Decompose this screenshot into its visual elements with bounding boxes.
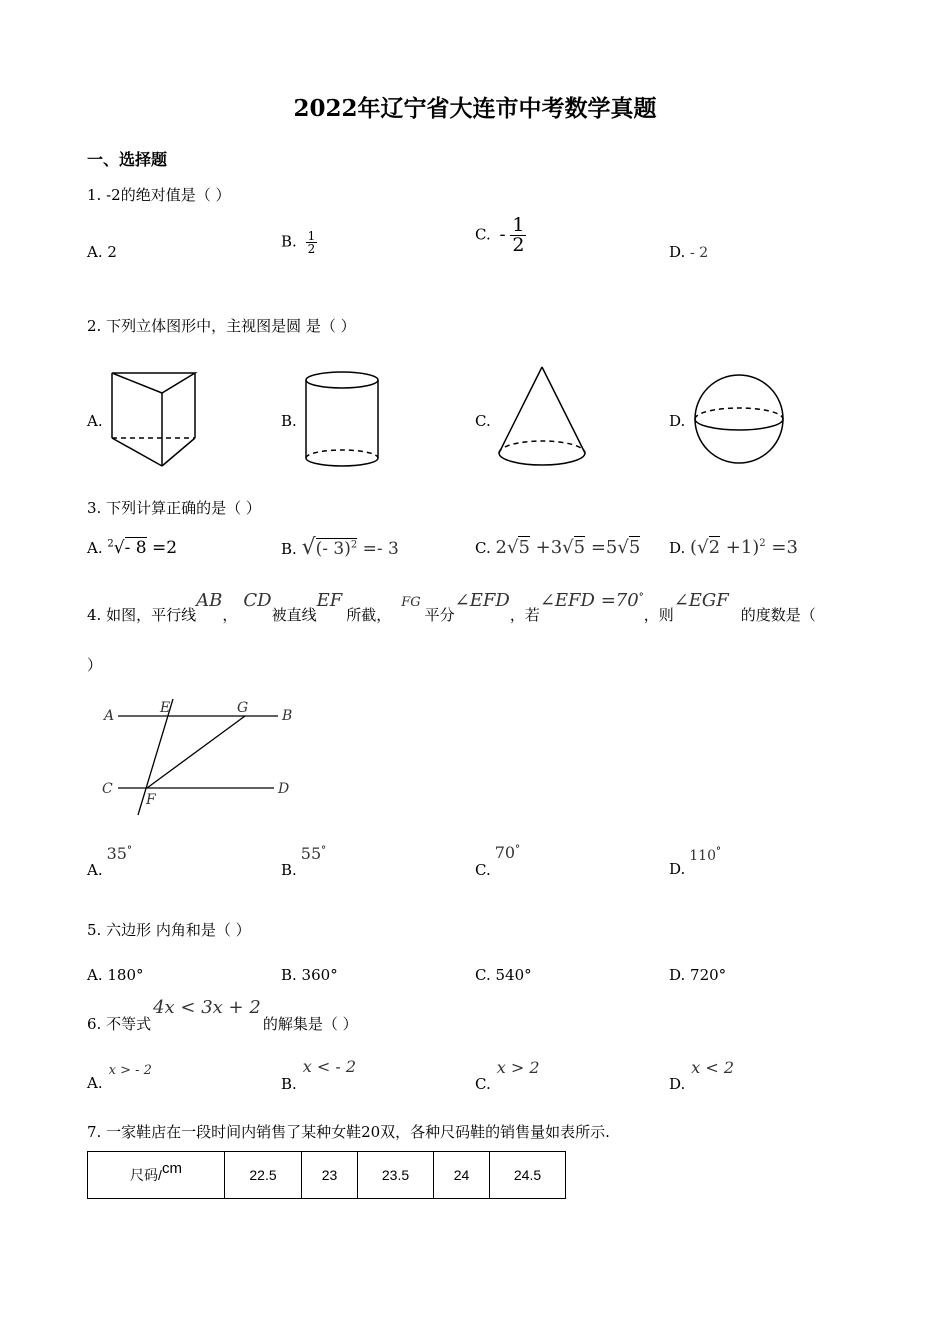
triangular-prism-figure: [105, 366, 200, 472]
degree-sign: °: [638, 592, 644, 603]
segment-cd: CD: [243, 590, 272, 611]
angle-efd: ∠EFD: [454, 590, 510, 611]
q6-option-d: [669, 1058, 735, 1093]
q5-option-d: D. 720°: [669, 966, 727, 984]
point-a-label: A: [104, 708, 115, 724]
q4-text: 的度数是（: [740, 606, 816, 624]
q1-option-a: A. 2: [87, 243, 117, 261]
q3-option-a-label: A.: [87, 539, 103, 557]
q4-text: ，: [222, 606, 238, 624]
q4-option-c-label: C.: [475, 861, 491, 879]
fraction-denominator: 2: [307, 242, 316, 256]
q4-text: 4. 如图，平行线: [87, 606, 197, 624]
q6-text: 的解集是（ ）: [262, 1015, 358, 1033]
table-row: [88, 1152, 566, 1199]
question-3-stem: 3. 下列计算正确的是（ ）: [87, 499, 261, 517]
q4-option-a: [87, 844, 132, 879]
q5-option-b: B. 360°: [281, 966, 338, 984]
question-1-stem: 1. -2的绝对值是（ ）: [87, 186, 231, 204]
q4-option-c-value: 70: [494, 843, 516, 862]
q6-option-b-label: B.: [281, 1075, 297, 1093]
q1-option-d-label: D.: [669, 243, 686, 261]
paren: (: [690, 537, 698, 558]
q1-option-b-label: B.: [281, 232, 297, 251]
q2-option-c-label: C.: [475, 412, 491, 430]
radicand: [316, 538, 358, 559]
angle-egf: ∠EGF: [673, 590, 729, 611]
radicand: 5: [518, 537, 530, 558]
fraction-denominator: 2: [512, 234, 525, 256]
q1-option-c-fraction: [510, 216, 526, 255]
question-4-close-paren: ）: [87, 656, 103, 674]
point-c-label: C: [102, 781, 113, 797]
q5-option-c: C. 540°: [475, 966, 532, 984]
coefficient: 2: [495, 537, 507, 558]
q3-option-b: [281, 535, 399, 560]
q3-option-c: [475, 537, 640, 558]
q6-text: 6. 不等式: [87, 1015, 152, 1033]
radicand: 5: [573, 537, 586, 558]
radicand: 2: [708, 537, 721, 558]
segment-ab: AB: [196, 590, 223, 611]
segment-fg: FG: [401, 595, 421, 610]
q4-option-c: [475, 843, 521, 879]
q3-option-c-expression: 2√5 +3√5 =5√5: [495, 537, 641, 558]
q6-option-c-label: C.: [475, 1075, 491, 1093]
q6-option-c-value: x > 2: [496, 1058, 540, 1077]
q4-option-b-value: 55: [300, 844, 322, 863]
q3-option-d-expression: $(√2 +1)^2 =3$: [690, 537, 798, 558]
angle-condition: ∠EFD =70: [539, 590, 639, 611]
q3-option-d-label: D.: [669, 539, 686, 557]
point-g-label: G: [237, 700, 249, 716]
cylinder-figure: [300, 370, 384, 474]
q4-text: ，若: [509, 606, 540, 624]
table-cell: 23: [302, 1152, 358, 1199]
q6-inequality: 4x < 3x + 2: [153, 997, 261, 1018]
point-d-label: D: [278, 781, 290, 797]
term: +1): [720, 537, 760, 558]
question-4-stem: [87, 590, 816, 624]
q6-option-a-value: x > - 2: [108, 1063, 152, 1078]
coefficient: +3: [529, 537, 563, 558]
cone-figure: [494, 362, 590, 472]
question-7-stem: 7. 一家鞋店在一段时间内销售了某种女鞋20双，各种尺码鞋的销售量如表所示.: [87, 1123, 610, 1141]
q4-text: ，则: [643, 606, 674, 624]
point-b-label: B: [282, 708, 293, 724]
q3-option-b-rest: =- 3: [357, 539, 399, 559]
fraction-numerator: 1: [307, 229, 316, 243]
q6-option-b: [281, 1057, 357, 1093]
q3-option-a: [87, 538, 177, 558]
q1-option-b-fraction: [306, 230, 318, 255]
degree-sign: °: [321, 845, 327, 856]
q4-option-b: [281, 844, 327, 879]
q1-option-c-label: C.: [475, 225, 491, 244]
q4-option-b-label: B.: [281, 861, 297, 879]
table-header-label: 尺码/: [130, 1167, 162, 1183]
shoe-size-table: [87, 1151, 566, 1199]
fraction-numerator: 1: [512, 214, 525, 236]
root-index: 2: [107, 538, 114, 550]
question-6-stem: [87, 997, 358, 1033]
point-e-label: E: [160, 700, 171, 716]
table-header-cell: [88, 1152, 225, 1199]
q4-option-d: [669, 846, 721, 878]
table-cell: 23.5: [358, 1152, 434, 1199]
q6-option-d-value: x < 2: [691, 1058, 735, 1077]
q4-text: 平分: [424, 606, 455, 624]
degree-sign: °: [716, 846, 721, 857]
table-header-unit: cm: [161, 1160, 182, 1177]
degree-sign: °: [126, 845, 132, 856]
q1-option-c: [475, 216, 526, 255]
line-ef: EF: [316, 590, 343, 611]
q4-text: 所截，: [346, 606, 392, 624]
q6-option-c: [475, 1058, 540, 1093]
q6-option-d-label: D.: [669, 1075, 686, 1093]
page-title: 2022年辽宁省大连市中考数学真题: [293, 95, 657, 122]
sphere-figure: [692, 372, 788, 468]
q6-option-b-value: x < - 2: [302, 1057, 357, 1076]
exponent: 2: [350, 539, 358, 551]
point-f-label: F: [146, 792, 156, 808]
exponent: 2: [759, 538, 766, 549]
q1-option-d-value: - 2: [690, 245, 709, 261]
degree-sign: °: [515, 844, 521, 855]
q3-option-b-expression: √(- 3)$^2$ =- 3: [301, 535, 399, 560]
parallel-lines-figure: [96, 695, 306, 820]
q2-option-b-label: B.: [281, 412, 297, 430]
table-cell: 24.5: [490, 1152, 566, 1199]
section-heading: 一、选择题: [87, 150, 168, 169]
q2-option-a-label: A.: [87, 412, 103, 430]
q4-text: 被直线: [271, 606, 317, 624]
radicand-base: (- 3): [315, 539, 351, 559]
q3-option-a-expression: $^2$√- 8 =2: [107, 538, 178, 558]
result: =3: [765, 537, 798, 558]
line-fg: [147, 716, 245, 788]
q1-option-c-sign: -: [499, 223, 506, 245]
q1-option-d: [669, 243, 708, 261]
q4-option-a-value: 35: [106, 844, 127, 863]
radicand: - 8: [124, 538, 147, 558]
q1-option-b: [281, 230, 317, 255]
q3-option-d: [669, 537, 798, 558]
table-cell: 24: [434, 1152, 490, 1199]
q4-option-d-label: D.: [669, 860, 686, 878]
q2-option-d-label: D.: [669, 412, 686, 430]
q3-option-b-label: B.: [281, 540, 297, 558]
q3-option-a-rest: =2: [146, 538, 178, 558]
q3-option-c-label: C.: [475, 539, 491, 557]
radicand: 5: [628, 537, 641, 558]
q6-option-a: [87, 1060, 152, 1092]
table-cell: 22.5: [225, 1152, 302, 1199]
q6-option-a-label: A.: [87, 1074, 103, 1092]
q4-option-d-value: 110: [689, 848, 716, 864]
coefficient: =5: [585, 537, 618, 558]
question-2-stem: 2. 下列立体图形中，主视图是圆 是（ ）: [87, 317, 356, 335]
question-5-stem: 5. 六边形 内角和是（ ）: [87, 921, 251, 939]
q4-option-a-label: A.: [87, 861, 103, 879]
q5-option-a: A. 180°: [87, 966, 144, 984]
